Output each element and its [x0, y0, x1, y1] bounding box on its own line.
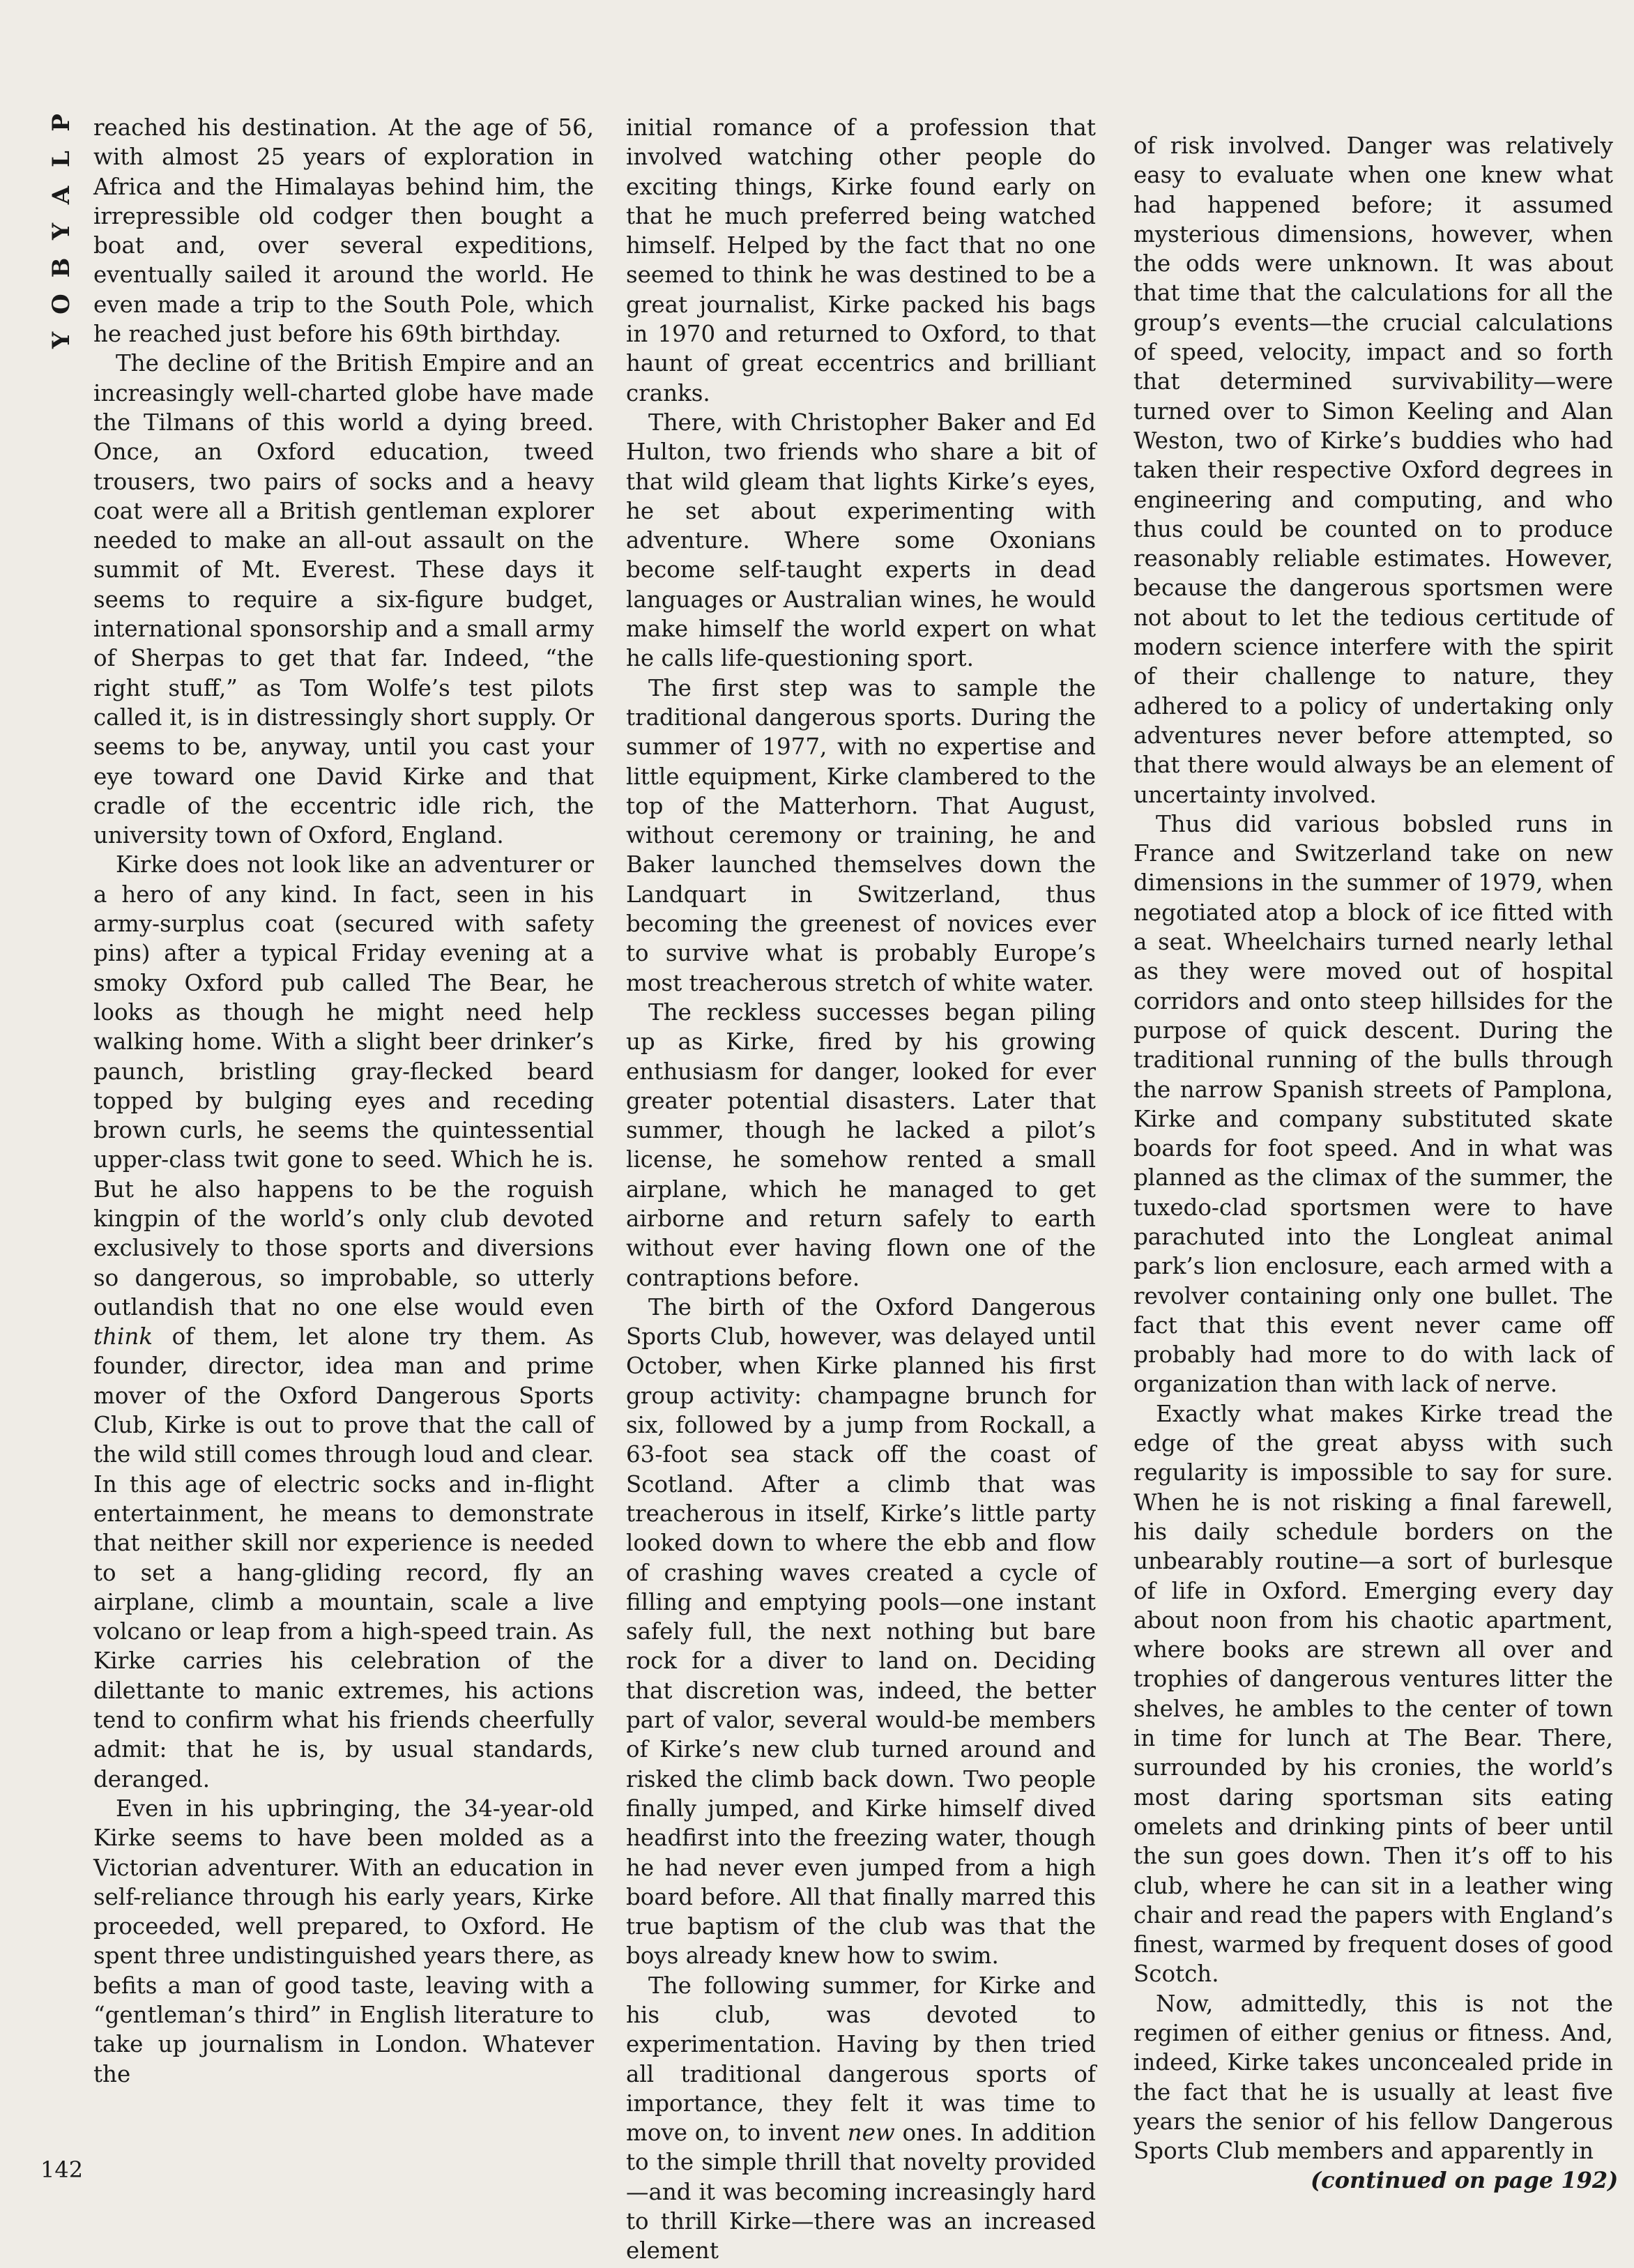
paragraph: The decline of the British Empire and an increasingly well-charted globe have made the Tilmans of this world a dying breed. Once, an Oxford education, tweed trousers, two pairs of socks and a heavy coat were all a British gentleman explorer needed to make an all-out assault on the summit of Mt. Everest. These days it seems to require a six-figure budget, international sponsorship and a small army of Sherpas to get that far. Indeed, “the right stuff,” as Tom Wolfe’s test pilots called it, is in distressingly short supply. Or seems to be, anyway, until you cast your eye toward one David Kirke and that cradle of the eccentric idle rich, the university town of Oxford, England. — [93, 350, 594, 849]
page-number: 142 — [40, 2156, 84, 2183]
emphasis: think — [93, 1323, 153, 1350]
paragraph: The birth of the Oxford Dangerous Sports Club, however, was delayed until October, when Kirke planned his first group activity: champagne brunch for six, followed by a jump from Rockall, a 63-foot sea stack off the coast of Scotland. After a climb that was treacherous in itself, Kirke’s little party looked down to where the ebb and flow of crashing waves created a cycle of filling and emptying pools—one instant safely full, the next nothing but bare rock for a diver to land on. Deciding that discretion was, indeed, the better part of valor, several would-be members of Kirke’s new club turned around and risked the climb back down. Two people finally jumped, and Kirke himself dived headfirst into the freezing water, though he had never even jumped from a high board before. All that finally marred this true baptism of the club was that the boys already knew how to swim. — [626, 1293, 1096, 1970]
mark-letter: Y — [47, 222, 75, 241]
mark-letter: O — [47, 294, 75, 314]
emphasis: new — [847, 2119, 895, 2147]
mark-letter: P — [47, 114, 75, 132]
mark-letter: L — [47, 151, 75, 167]
mark-letter: A — [47, 185, 75, 205]
continued-note: (continued on page 192) — [1311, 2167, 1619, 2193]
paragraph: Kirke does not look like an adventurer or a hero of any kind. In fact, seen in his army-surplus coat (secured with safety pins) after a typical Friday evening at a smoky Oxford pub called The Bear, he looks as though he might need help walking home. With a slight beer drinker’s paunch, bristling gray-flecked beard topped by bulging eyes and receding brown curls, he seems the quintessential upper-class twit gone to seed. Which he is. But he also happens to be the roguish kingpin of the world’s only club devoted exclusively to those sports and diversions so dangerous, so improbable, so utterly outlandish that no one else would even think of them, let alone try them. As founder, director, idea man and prime mover of the Oxford Dangerous Sports Club, Kirke is out to prove that the call of the wild still comes through loud and clear. In this age of electric socks and in-flight entertainment, he means to demonstrate that neither skill nor experience is needed to set a hang-gliding record, fly an airplane, climb a mountain, scale a live volcano or leap from a high-speed train. As Kirke carries his celebration of the dilettante to manic extremes, his actions tend to confirm what his friends cheerfully admit: that he is, by usual standards, deranged. — [93, 851, 594, 1793]
article-column-1 — [93, 113, 594, 2089]
magazine-running-mark — [42, 105, 81, 358]
paragraph: Now, admittedly, this is not the regimen of either genius or fitness. And, indeed, Kirke takes unconcealed pride in the fact that he is usually at least five years the senior of his fellow Dangerous Sports Club members and apparently in — [1133, 1990, 1613, 2165]
paragraph: of risk involved. Danger was relatively easy to evaluate when one knew what had happened before; it assumed mysterious dimensions, however, when the odds were unknown. It was about that time that the calculations for all the group’s events—the crucial calculations of speed, velocity, impact and so forth that determined survivability—were turned over to Simon Keeling and Alan Weston, two of Kirke’s buddies who had taken their respective Oxford degrees in engineering and computing, and who thus could be counted on to produce reasonably reliable estimates. However, because the dangerous sportsmen were not about to let the tedious certitude of modern science interfere with the spirit of their challenge to nature, they adhered to a policy of undertaking only adventures never before attempted, so that there would always be an element of uncertainty involved. — [1133, 132, 1613, 808]
paragraph: The reckless successes began piling up as Kirke, fired by his growing enthusiasm for danger, looked for ever greater potential disasters. Later that summer, though he lacked a pilot’s license, he somehow rented a small airplane, which he managed to get airborne and return safely to earth without ever having flown one of the contraptions before. — [626, 998, 1096, 1291]
article-column-3 — [1133, 131, 1613, 2166]
paragraph: Even in his upbringing, the 34-year-old Kirke seems to have been molded as a Victorian adventurer. With an education in self-reliance through his early years, Kirke proceeded, well prepared, to Oxford. He spent three undistinguished years there, as befits a man of good taste, leaving with a “gentleman’s third” in English literature to take up journalism in London. Whatever the — [93, 1795, 594, 2087]
paragraph: The following summer, for Kirke and his club, was devoted to experimentation. Having by then tried all traditional dangerous sports of importance, they felt it was time to move on, to invent new ones. In addition to the simple thrill that novelty provided—and it was becoming increasingly hard to thrill Kirke—there was an increased element — [626, 1972, 1096, 2265]
paragraph: Thus did various bobsled runs in France and Switzerland take on new dimensions in the summer of 1979, when negotiated atop a block of ice fitted with a seat. Wheelchairs turned nearly lethal as they were moved out of hospital corridors and onto steep hillsides for the purpose of quick descent. During the traditional running of the bulls through the narrow Spanish streets of Pamplona, Kirke and company substituted skate boards for foot speed. And in what was planned as the climax of the summer, the tuxedo-clad sportsmen were to have parachuted into the Longleat animal park’s lion enclosure, each armed with a revolver containing only one bullet. The fact that this event never came off probably had more to do with lack of organization than with lack of nerve. — [1133, 810, 1613, 1398]
paragraph: There, with Christopher Baker and Ed Hulton, two friends who share a bit of that wild gleam that lights Kirke’s eyes, he set about experimenting with adventure. Where some Oxonians become self-taught experts in dead languages or Australian wines, he would make himself the world expert on what he calls life-questioning sport. — [626, 409, 1096, 672]
paragraph: Exactly what makes Kirke tread the edge of the great abyss with such regularity is impossible to say for sure. When he is not risking a final farewell, his daily schedule borders on the unbearably routine—a sort of burlesque of life in Oxford. Emerging every day about noon from his chaotic apartment, where books are strewn all over and trophies of dangerous ventures litter the shelves, he ambles to the center of town in time for lunch at The Bear. There, surrounded by his cronies, the world’s most daring sportsman sits eating omelets and drinking pints of beer until the sun goes down. Then it’s off to his club, where he can sit in a leather wing chair and read the papers with England’s finest, warmed by frequent doses of good Scotch. — [1133, 1400, 1613, 1988]
paragraph: initial romance of a profession that involved watching other people do exciting things, Kirke found early on that he much preferred being watched himself. Helped by the fact that no one seemed to think he was destined to be a great journalist, Kirke packed his bags in 1970 and returned to Oxford, to that haunt of great eccentrics and brilliant cranks. — [626, 114, 1096, 406]
mark-letter: B — [47, 257, 75, 278]
paragraph: reached his destination. At the age of 56, with almost 25 years of exploration in Africa and the Himalayas behind him, the irrepressible old codger then bought a boat and, over several expeditions, eventually sailed it around the world. He even made a trip to the South Pole, which he reached just before his 69th birthday. — [93, 114, 594, 348]
article-column-2 — [626, 113, 1096, 2266]
paragraph: The first step was to sample the traditional dangerous sports. During the summer of 1977, with no expertise and little equipment, Kirke clambered to the top of the Matterhorn. That August, without ceremony or training, he and Baker launched themselves down the Landquart in Switzerland, thus becoming the greenest of novices ever to survive what is probably Europe’s most treacherous stretch of white water. — [626, 674, 1096, 996]
mark-letter: Y — [47, 331, 75, 349]
